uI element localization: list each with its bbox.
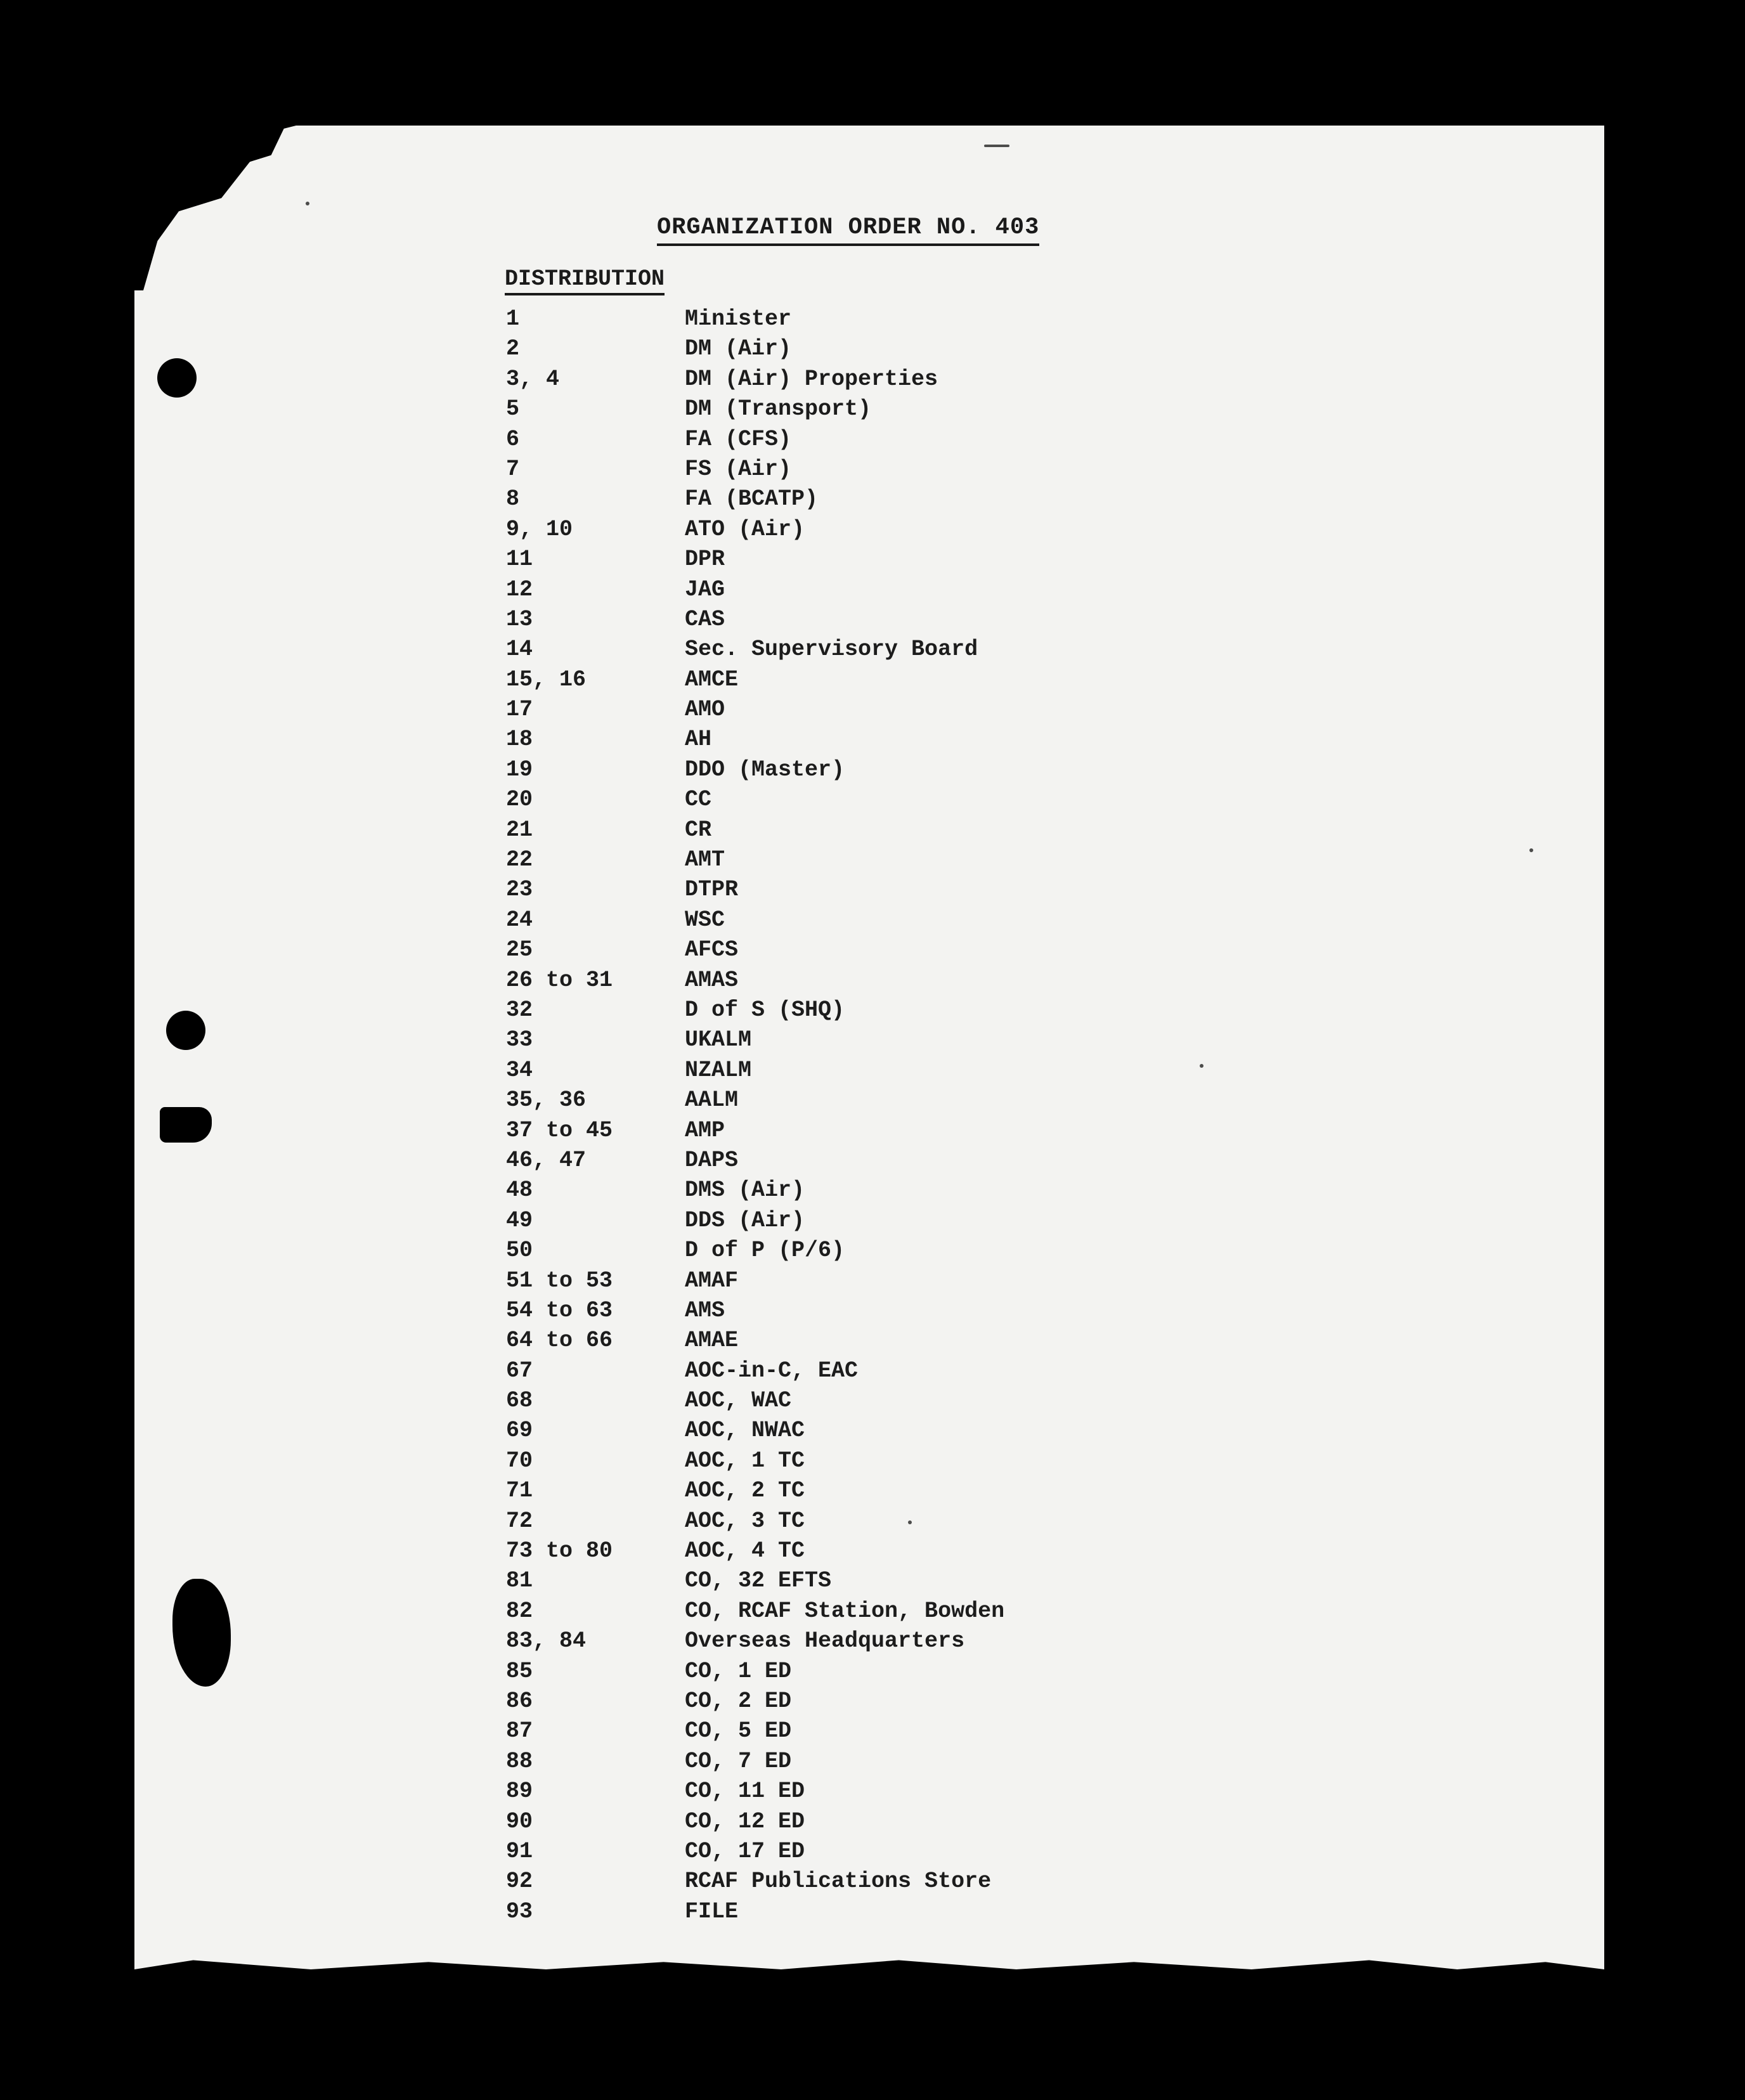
punch-hole xyxy=(166,1011,205,1050)
copy-number: 17 xyxy=(506,697,533,723)
copy-number: 6 xyxy=(506,426,520,452)
copy-number: 82 xyxy=(506,1598,533,1624)
copy-number: 22 xyxy=(506,847,533,873)
distribution-row xyxy=(495,1296,1255,1326)
recipient: D of P (P/6) xyxy=(685,1238,845,1264)
copy-number: 50 xyxy=(506,1238,533,1264)
copy-number: 89 xyxy=(506,1779,533,1805)
distribution-row xyxy=(495,304,1255,334)
recipient: AOC, NWAC xyxy=(685,1418,805,1444)
distribution-row xyxy=(495,1777,1255,1806)
recipient: UKALM xyxy=(685,1027,752,1053)
recipient: CO, 2 ED xyxy=(685,1688,792,1714)
distribution-row xyxy=(495,1536,1255,1566)
copy-number: 68 xyxy=(506,1388,533,1414)
distribution-row xyxy=(495,515,1255,545)
distribution-row xyxy=(495,394,1255,424)
recipient: AH xyxy=(685,727,712,753)
copy-number: 51 to 53 xyxy=(506,1267,613,1293)
distribution-row xyxy=(495,575,1255,605)
recipient: WSC xyxy=(685,907,725,933)
distribution-heading: DISTRIBUTION xyxy=(505,266,665,295)
recipient: AOC-in-C, EAC xyxy=(685,1358,859,1384)
recipient: D of S (SHQ) xyxy=(685,997,845,1023)
distribution-row xyxy=(495,725,1255,755)
distribution-row xyxy=(495,1086,1255,1115)
distribution-row xyxy=(495,1025,1255,1055)
copy-number: 7 xyxy=(506,456,520,482)
recipient: AOC, WAC xyxy=(685,1388,792,1414)
distribution-list xyxy=(495,304,1255,1927)
copy-number: 85 xyxy=(506,1658,533,1684)
distribution-row xyxy=(495,905,1255,935)
distribution-row xyxy=(495,755,1255,785)
distribution-row xyxy=(495,635,1255,664)
ink-speck xyxy=(984,145,1009,147)
copy-number: 24 xyxy=(506,907,533,933)
recipient: DPR xyxy=(685,547,725,573)
distribution-row xyxy=(495,1687,1255,1716)
recipient: CO, RCAF Station, Bowden xyxy=(685,1598,1005,1624)
copy-number: 72 xyxy=(506,1508,533,1534)
copy-number: 35, 36 xyxy=(506,1087,587,1113)
recipient: AOC, 4 TC xyxy=(685,1538,805,1564)
distribution-row xyxy=(495,845,1255,875)
distribution-row xyxy=(495,1807,1255,1837)
copy-number: 26 to 31 xyxy=(506,967,613,993)
distribution-row xyxy=(495,455,1255,484)
recipient: CO, 11 ED xyxy=(685,1779,805,1805)
distribution-row xyxy=(495,1326,1255,1356)
distribution-row xyxy=(495,1597,1255,1626)
copy-number: 9, 10 xyxy=(506,516,573,542)
distribution-row xyxy=(495,1626,1255,1656)
distribution-row xyxy=(495,1657,1255,1687)
distribution-row xyxy=(495,1716,1255,1746)
recipient: Overseas Headquarters xyxy=(685,1628,965,1654)
recipient: AMAS xyxy=(685,967,739,993)
distribution-row xyxy=(495,1356,1255,1386)
recipient: FA (CFS) xyxy=(685,426,792,452)
recipient: AMO xyxy=(685,697,725,723)
distribution-row xyxy=(495,1266,1255,1296)
recipient: DDS (Air) xyxy=(685,1207,805,1233)
recipient: NZALM xyxy=(685,1057,752,1083)
recipient: DTPR xyxy=(685,877,739,903)
recipient: DAPS xyxy=(685,1147,739,1173)
recipient: Sec. Supervisory Board xyxy=(685,637,978,663)
recipient: RCAF Publications Store xyxy=(685,1869,992,1895)
recipient: DM (Transport) xyxy=(685,396,872,422)
copy-number: 71 xyxy=(506,1478,533,1504)
copy-number: 13 xyxy=(506,606,533,632)
copy-number: 25 xyxy=(506,937,533,963)
document-title: ORGANIZATION ORDER NO. 403 xyxy=(657,214,1039,246)
distribution-row xyxy=(495,1867,1255,1896)
recipient: AOC, 2 TC xyxy=(685,1478,805,1504)
distribution-row xyxy=(495,1116,1255,1146)
distribution-row xyxy=(495,1566,1255,1596)
copy-number: 32 xyxy=(506,997,533,1023)
distribution-row xyxy=(495,1236,1255,1266)
recipient: CR xyxy=(685,817,712,843)
copy-number: 19 xyxy=(506,756,533,782)
copy-number: 81 xyxy=(506,1568,533,1594)
recipient: CO, 32 EFTS xyxy=(685,1568,832,1594)
recipient: DM (Air) xyxy=(685,336,792,362)
distribution-row xyxy=(495,1146,1255,1176)
recipient: ATO (Air) xyxy=(685,516,805,542)
recipient: AMT xyxy=(685,847,725,873)
recipient: DMS (Air) xyxy=(685,1177,805,1203)
copy-number: 48 xyxy=(506,1177,533,1203)
recipient: AMAF xyxy=(685,1267,739,1293)
recipient: JAG xyxy=(685,576,725,602)
copy-number: 33 xyxy=(506,1027,533,1053)
copy-number: 91 xyxy=(506,1838,533,1864)
copy-number: 69 xyxy=(506,1418,533,1444)
copy-number: 3, 4 xyxy=(506,366,560,392)
recipient: AALM xyxy=(685,1087,739,1113)
distribution-row xyxy=(495,1056,1255,1086)
copy-number: 87 xyxy=(506,1718,533,1744)
distribution-row xyxy=(495,1897,1255,1927)
distribution-row xyxy=(495,1747,1255,1777)
ink-speck xyxy=(306,202,309,205)
recipient: AMCE xyxy=(685,666,739,692)
distribution-row xyxy=(495,875,1255,905)
recipient: CO, 1 ED xyxy=(685,1658,792,1684)
distribution-row xyxy=(495,1386,1255,1416)
distribution-row xyxy=(495,484,1255,514)
copy-number: 54 to 63 xyxy=(506,1297,613,1323)
copy-number: 5 xyxy=(506,396,520,422)
copy-number: 34 xyxy=(506,1057,533,1083)
copy-number: 83, 84 xyxy=(506,1628,587,1654)
distribution-row xyxy=(495,1446,1255,1476)
distribution-row xyxy=(495,365,1255,394)
copy-number: 8 xyxy=(506,486,520,512)
copy-number: 86 xyxy=(506,1688,533,1714)
copy-number: 37 to 45 xyxy=(506,1117,613,1143)
distribution-row xyxy=(495,1476,1255,1506)
distribution-row xyxy=(495,1507,1255,1536)
copy-number: 14 xyxy=(506,637,533,663)
recipient: FA (BCATP) xyxy=(685,486,819,512)
copy-number: 49 xyxy=(506,1207,533,1233)
distribution-row xyxy=(495,334,1255,364)
copy-number: 20 xyxy=(506,787,533,813)
distribution-row xyxy=(495,935,1255,965)
copy-number: 93 xyxy=(506,1898,533,1924)
recipient: CO, 12 ED xyxy=(685,1808,805,1834)
distribution-row xyxy=(495,1206,1255,1236)
distribution-row xyxy=(495,1416,1255,1446)
distribution-row xyxy=(495,425,1255,455)
copy-number: 73 to 80 xyxy=(506,1538,613,1564)
punch-hole xyxy=(157,358,197,398)
distribution-row xyxy=(495,665,1255,695)
copy-number: 67 xyxy=(506,1358,533,1384)
recipient: CAS xyxy=(685,606,725,632)
recipient: CO, 17 ED xyxy=(685,1838,805,1864)
recipient: AMAE xyxy=(685,1328,739,1354)
copy-number: 18 xyxy=(506,727,533,753)
distribution-row xyxy=(495,966,1255,995)
distribution-row xyxy=(495,1837,1255,1867)
copy-number: 12 xyxy=(506,576,533,602)
recipient: AOC, 1 TC xyxy=(685,1448,805,1474)
copy-number: 46, 47 xyxy=(506,1147,587,1173)
distribution-row xyxy=(495,605,1255,635)
recipient: DDO (Master) xyxy=(685,756,845,782)
recipient: CC xyxy=(685,787,712,813)
copy-number: 90 xyxy=(506,1808,533,1834)
ink-speck xyxy=(1529,848,1533,852)
recipient: AOC, 3 TC xyxy=(685,1508,805,1534)
distribution-row xyxy=(495,785,1255,815)
recipient: FILE xyxy=(685,1898,739,1924)
distribution-row xyxy=(495,1176,1255,1205)
copy-number: 70 xyxy=(506,1448,533,1474)
distribution-row xyxy=(495,695,1255,725)
distribution-row xyxy=(495,995,1255,1025)
copy-number: 21 xyxy=(506,817,533,843)
copy-number: 92 xyxy=(506,1869,533,1895)
recipient: AFCS xyxy=(685,937,739,963)
recipient: CO, 7 ED xyxy=(685,1748,792,1774)
recipient: Minister xyxy=(685,306,792,332)
copy-number: 88 xyxy=(506,1748,533,1774)
torn-edge-mark xyxy=(160,1107,212,1143)
recipient: FS (Air) xyxy=(685,456,792,482)
copy-number: 1 xyxy=(506,306,520,332)
recipient: AMP xyxy=(685,1117,725,1143)
copy-number: 2 xyxy=(506,336,520,362)
recipient: AMS xyxy=(685,1297,725,1323)
distribution-row xyxy=(495,545,1255,574)
copy-number: 64 to 66 xyxy=(506,1328,613,1354)
recipient: DM (Air) Properties xyxy=(685,366,938,392)
copy-number: 15, 16 xyxy=(506,666,587,692)
copy-number: 11 xyxy=(506,547,533,573)
distribution-row xyxy=(495,815,1255,845)
recipient: CO, 5 ED xyxy=(685,1718,792,1744)
copy-number: 23 xyxy=(506,877,533,903)
